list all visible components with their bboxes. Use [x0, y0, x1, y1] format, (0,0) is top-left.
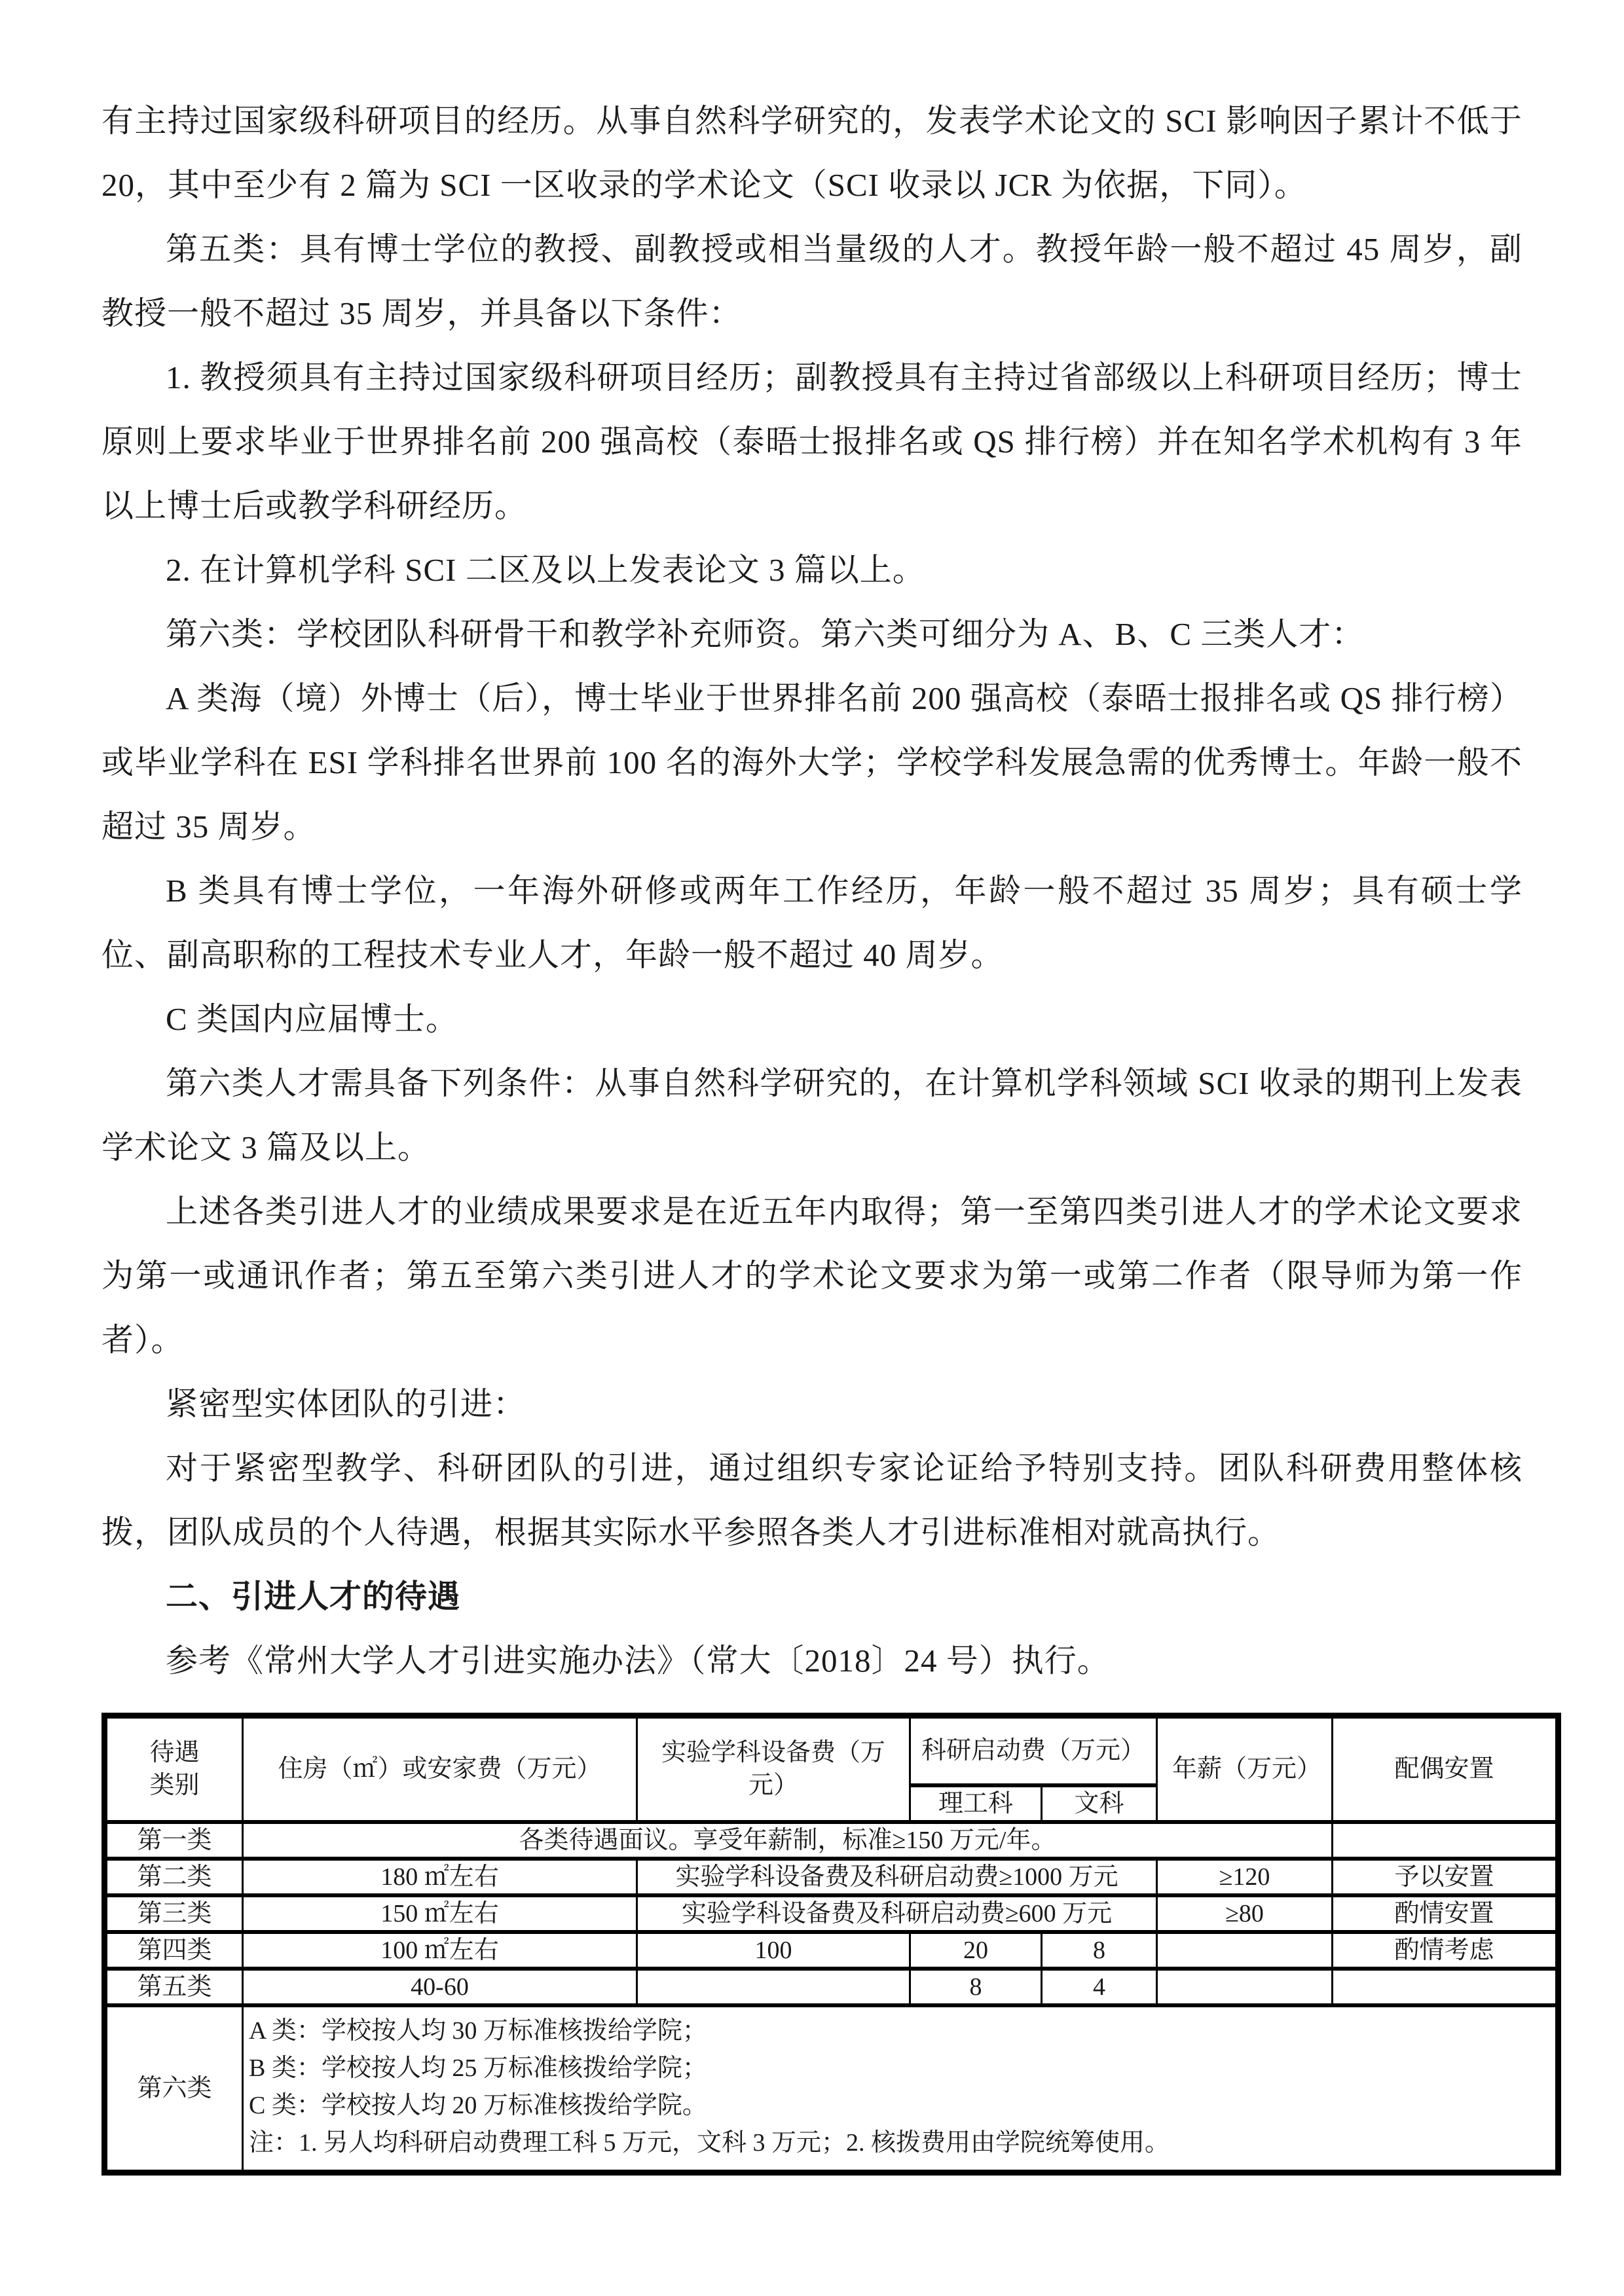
paragraph-class-c: C 类国内应届博士。 — [166, 1001, 458, 1037]
treatment-table — [101, 1713, 1561, 2176]
cell-r6-category: 第六类 — [105, 2005, 243, 2173]
table-row-category-2 — [105, 1859, 1559, 1895]
cell-r2-housing: 180 ㎡左右 — [243, 1859, 637, 1895]
paragraph-team-intro-body: 对于紧密型教学、科研团队的引进，通过组织专家论证给予特别支持。团队科研费用整体核拨，团队成员的个人待遇，根据其实际水平参照各类人才引进标准相对就高执行。 — [101, 1450, 1522, 1550]
cell-r4-equipment: 100 — [637, 1932, 910, 1969]
table-row-category-4 — [105, 1932, 1559, 1969]
section-heading-treatment: 二、引进人才的待遇 — [166, 1579, 461, 1614]
cell-r5-housing: 40-60 — [243, 1969, 637, 2005]
cell-r4-spouse: 酌情考虑 — [1333, 1932, 1559, 1969]
r6-line-class-c: C 类：学校按人均 20 万标准核拨给学院。 — [249, 2091, 707, 2119]
cell-r3-salary: ≥80 — [1157, 1895, 1333, 1932]
page-content — [101, 89, 1522, 2176]
cell-r4-housing: 100 ㎡左右 — [243, 1932, 637, 1969]
r6-line-note: 注：1. 另人均科研启动费理工科 5 万元，文科 3 万元；2. 核拨费用由学院统筹使用。 — [249, 2128, 1170, 2157]
cell-r5-salary — [1157, 1969, 1333, 2005]
cell-r6-details — [243, 2005, 1559, 2173]
r6-line-class-b: B 类：学校按人均 25 万标准核拨给学院； — [249, 2054, 707, 2082]
cell-r3-merged: 实验学科设备费及科研启动费≥600 万元 — [637, 1895, 1157, 1932]
paragraph-category-6: 第六类：学校团队科研骨干和教学补充师资。第六类可细分为 A、B、C 三类人才： — [166, 616, 1365, 652]
cell-r4-startup-stem: 20 — [910, 1932, 1042, 1969]
r6-line-class-a: A 类：学校按人均 30 万标准核拨给学院； — [249, 2016, 707, 2045]
table-row-category-5 — [105, 1969, 1559, 2005]
cell-r2-salary: ≥120 — [1157, 1859, 1333, 1895]
cell-r5-category: 第五类 — [105, 1969, 243, 2005]
cell-r5-startup-arts: 4 — [1042, 1969, 1157, 2005]
paragraph-condition-2: 2. 在计算机学科 SCI 二区及以上发表论文 3 篇以上。 — [166, 552, 925, 588]
header-housing: 住房（㎡）或安家费（万元） — [243, 1716, 637, 1822]
cell-r3-category: 第三类 — [105, 1895, 243, 1932]
header-equipment: 实验学科设备费（万元） — [637, 1716, 910, 1822]
cell-r4-category: 第四类 — [105, 1932, 243, 1969]
paragraph-achievement-requirements: 上述各类引进人才的业绩成果要求是在近五年内取得；第一至第四类引进人才的学术论文要求为第一或通讯作者；第五至第六类引进人才的学术论文要求为第一或第二作者（限导师为第一作者）。 — [101, 1194, 1522, 1358]
header-startup: 科研启动费（万元） — [910, 1716, 1157, 1785]
cell-r5-spouse — [1333, 1969, 1559, 2005]
cell-r1-merged: 各类待遇面议。享受年薪制，标准≥150 万元/年。 — [243, 1822, 1333, 1859]
paragraph-continuation: 有主持过国家级科研项目的经历。从事自然科学研究的，发表学术论文的 SCI 影响因子累计不低于 20，其中至少有 2 篇为 SCI 一区收录的学术论文（SCI 收录以 JCR 为依据，下同）。 — [101, 103, 1522, 203]
paragraph-team-intro-title: 紧密型实体团队的引进： — [166, 1386, 526, 1422]
cell-r2-spouse: 予以安置 — [1333, 1859, 1559, 1895]
table-row-category-1 — [105, 1822, 1559, 1859]
cell-r1-spouse — [1333, 1822, 1559, 1859]
header-startup-stem: 理工科 — [910, 1785, 1042, 1822]
cell-r2-category: 第二类 — [105, 1859, 243, 1895]
cell-r5-startup-stem: 8 — [910, 1969, 1042, 2005]
cell-r4-startup-arts: 8 — [1042, 1932, 1157, 1969]
paragraph-class-a: A 类海（境）外博士（后），博士毕业于世界排名前 200 强高校（泰晤士报排名或 QS 排行榜）或毕业学科在 ESI 学科排名世界前 100 名的海外大学；学校学科发展急需的优秀博士。年龄一般不超过 35 周岁。 — [101, 680, 1522, 845]
paragraph-reference-policy: 参考《常州大学人才引进实施办法》（常大〔2018〕24 号）执行。 — [166, 1643, 1110, 1679]
header-category: 待遇类别 — [105, 1716, 243, 1822]
header-salary: 年薪（万元） — [1157, 1716, 1333, 1822]
table-row-category-6 — [105, 2005, 1559, 2173]
cell-r4-salary — [1157, 1932, 1333, 1969]
paragraph-condition-1: 1. 教授须具有主持过国家级科研项目经历；副教授具有主持过省部级以上科研项目经历；博士原则上要求毕业于世界排名前 200 强高校（泰晤士报排名或 QS 排行榜）并在知名学术机构有 3 年以上博士后或教学科研经历。 — [101, 359, 1522, 524]
cell-r1-category: 第一类 — [105, 1822, 243, 1859]
header-spouse: 配偶安置 — [1333, 1716, 1559, 1822]
cell-r2-merged: 实验学科设备费及科研启动费≥1000 万元 — [637, 1859, 1157, 1895]
paragraph-class-b: B 类具有博士学位，一年海外研修或两年工作经历，年龄一般不超过 35 周岁；具有硕士学位、副高职称的工程技术专业人才，年龄一般不超过 40 周岁。 — [101, 873, 1522, 973]
paragraph-category-5: 第五类：具有博士学位的教授、副教授或相当量级的人才。教授年龄一般不超过 45 周岁，副教授一般不超过 35 周岁，并具备以下条件： — [101, 231, 1522, 331]
cell-r3-housing: 150 ㎡左右 — [243, 1895, 637, 1932]
cell-r3-spouse: 酌情安置 — [1333, 1895, 1559, 1932]
cell-r5-equipment — [637, 1969, 910, 2005]
header-startup-arts: 文科 — [1042, 1785, 1157, 1822]
table-header-row-1 — [105, 1716, 1559, 1785]
paragraph-category-6-conditions: 第六类人才需具备下列条件：从事自然科学研究的，在计算机学科领域 SCI 收录的期刊上发表学术论文 3 篇及以上。 — [101, 1065, 1522, 1165]
table-row-category-3 — [105, 1895, 1559, 1932]
